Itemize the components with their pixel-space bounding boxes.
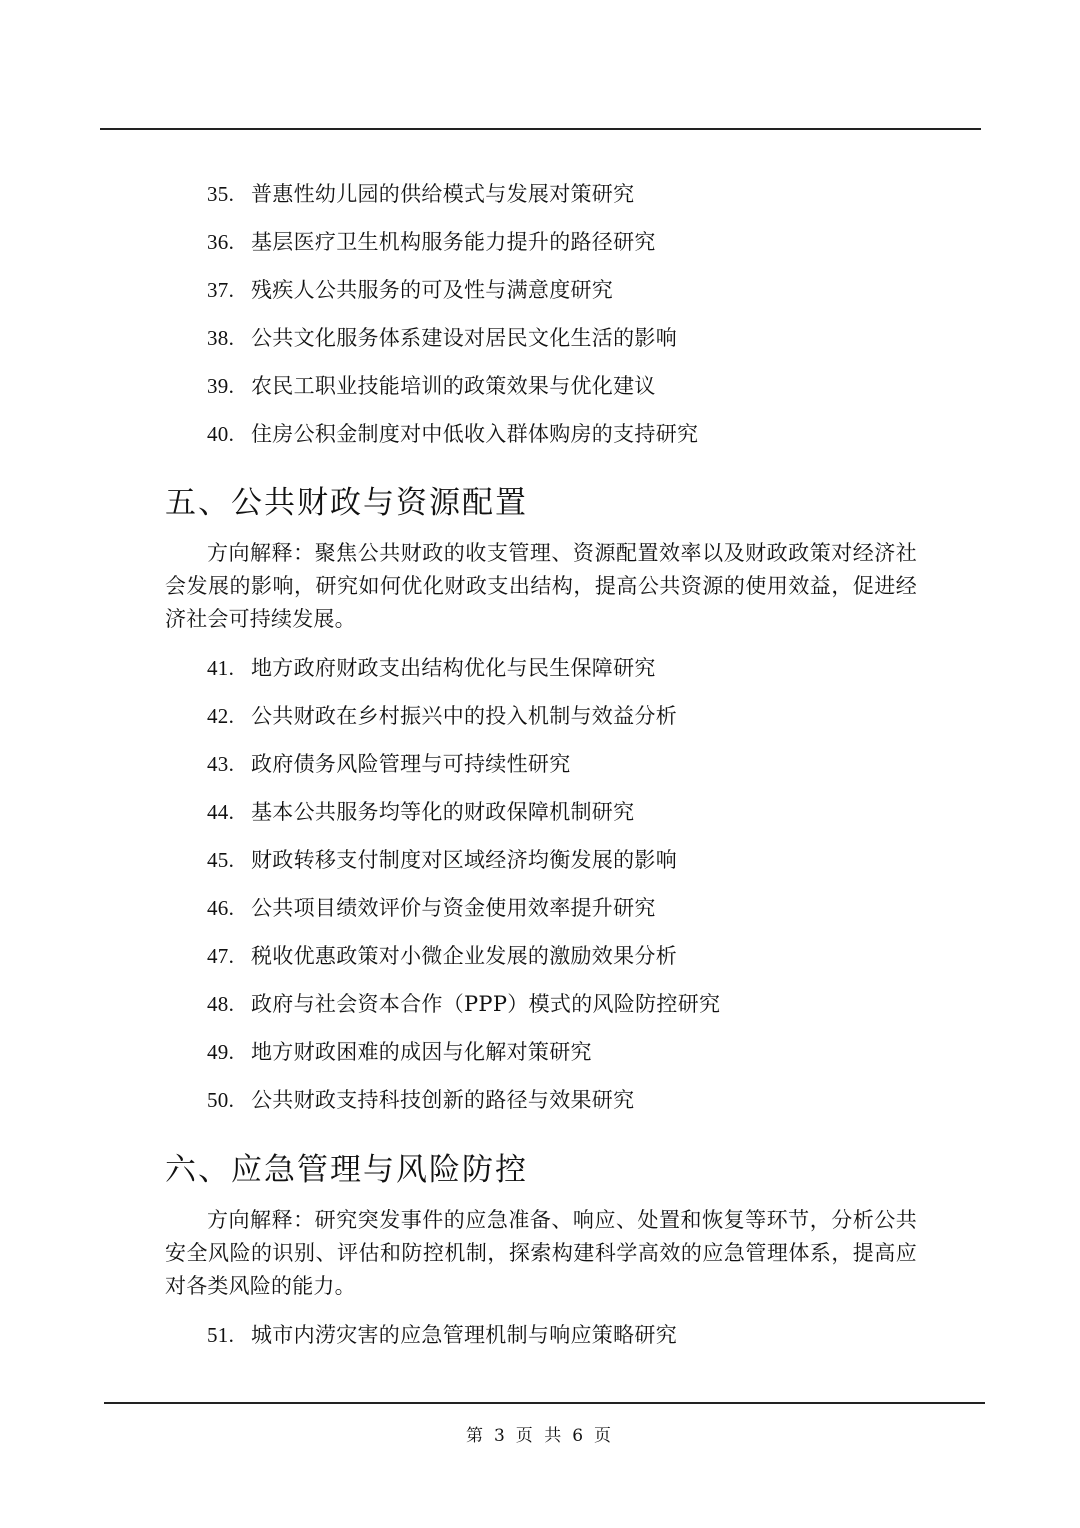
list-item: [207, 701, 677, 731]
page-footer: [0, 1422, 1080, 1450]
item-text: 公共财政在乡村振兴中的投入机制与效益分析: [251, 704, 677, 728]
item-number: 45.: [207, 848, 235, 872]
list-item: [207, 179, 634, 209]
item-text: 公共文化服务体系建设对居民文化生活的影响: [251, 326, 677, 350]
item-text: 基本公共服务均等化的财政保障机制研究: [251, 800, 635, 824]
item-text: 普惠性幼儿园的供给模式与发展对策研究: [251, 182, 635, 206]
section-description: 方向解释：研究突发事件的应急准备、响应、处置和恢复等环节，分析公共安全风险的识别、评估和防控机制，探索构建科学高效的应急管理体系，提高应对各类风险的能力。: [165, 1208, 917, 1298]
list-item: [207, 1320, 677, 1350]
list-item: [207, 845, 677, 875]
item-text: 财政转移支付制度对区域经济均衡发展的影响: [251, 848, 677, 872]
list-item: [207, 941, 677, 971]
list-item: [207, 653, 656, 683]
item-number: 43.: [207, 752, 235, 776]
item-number: 44.: [207, 800, 235, 824]
item-number: 39.: [207, 374, 235, 398]
item-number: 41.: [207, 656, 235, 680]
item-number: 35.: [207, 182, 235, 206]
current-page: 3: [493, 1426, 508, 1446]
section-description: 方向解释：聚焦公共财政的收支管理、资源配置效率以及财政政策对经济社会发展的影响，研究如何优化财政支出结构，提高公共资源的使用效益，促进经济社会可持续发展。: [165, 541, 917, 631]
item-number: 42.: [207, 704, 235, 728]
section-heading: 五、公共财政与资源配置: [165, 485, 528, 521]
item-text: 政府债务风险管理与可持续性研究: [251, 752, 571, 776]
item-text: 基层医疗卫生机构服务能力提升的路径研究: [251, 230, 656, 254]
item-text: 税收优惠政策对小微企业发展的激励效果分析: [251, 944, 677, 968]
item-number: 40.: [207, 422, 235, 446]
list-item: [207, 371, 656, 401]
item-number: 49.: [207, 1040, 235, 1064]
item-text: 农民工职业技能培训的政策效果与优化建议: [251, 374, 656, 398]
item-text: 公共财政支持科技创新的路径与效果研究: [251, 1088, 635, 1112]
list-item: [207, 797, 634, 827]
item-number: 47.: [207, 944, 235, 968]
item-number: 48.: [207, 992, 235, 1016]
item-number: 37.: [207, 278, 235, 302]
list-item: [207, 989, 720, 1019]
item-number: 46.: [207, 896, 235, 920]
header-rule: [100, 128, 981, 130]
footer-prefix: 第: [465, 1426, 486, 1446]
total-pages: 6: [572, 1426, 587, 1446]
footer-rule: [104, 1402, 985, 1404]
item-text: 公共项目绩效评价与资金使用效率提升研究: [251, 896, 656, 920]
list-item: [207, 893, 656, 923]
item-number: 50.: [207, 1088, 235, 1112]
item-text: 城市内涝灾害的应急管理机制与响应策略研究: [251, 1323, 677, 1347]
list-item: [207, 749, 571, 779]
list-item: [207, 275, 613, 305]
list-item: [207, 323, 677, 353]
footer-middle: 页 共: [515, 1426, 565, 1446]
item-text: 住房公积金制度对中低收入群体购房的支持研究: [251, 422, 699, 446]
footer-suffix: 页: [594, 1426, 615, 1446]
section-heading: 六、应急管理与风险防控: [165, 1152, 528, 1188]
item-number: 51.: [207, 1323, 235, 1347]
list-item: [207, 1085, 634, 1115]
item-text: 政府与社会资本合作（PPP）模式的风险防控研究: [251, 992, 721, 1016]
item-number: 38.: [207, 326, 235, 350]
list-item: [207, 1037, 592, 1067]
item-text: 地方财政困难的成因与化解对策研究: [251, 1040, 592, 1064]
list-item: [207, 419, 698, 449]
item-number: 36.: [207, 230, 235, 254]
list-item: [207, 227, 656, 257]
item-text: 残疾人公共服务的可及性与满意度研究: [251, 278, 614, 302]
item-text: 地方政府财政支出结构优化与民生保障研究: [251, 656, 656, 680]
